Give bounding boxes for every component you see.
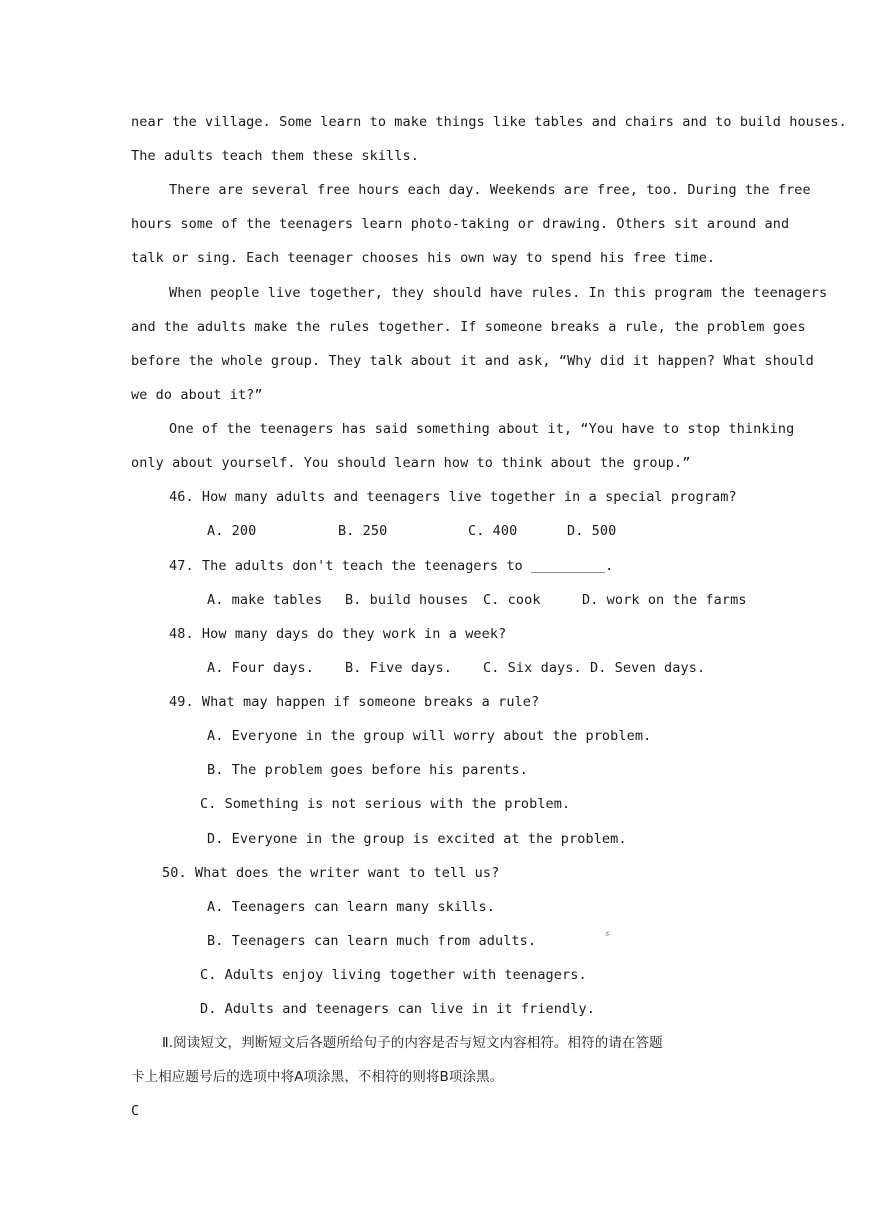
passage-line: There are several free hours each day. Weekends are free, too. During the free <box>169 182 811 198</box>
passage-line: and the adults make the rules together. If someone breaks a rule, the problem goes <box>131 319 806 335</box>
question-47-stem: 47. The adults don't teach the teenagers to _________. <box>169 558 614 574</box>
question-47-option-d: D. work on the farms <box>582 592 747 608</box>
question-48-option-d: D. Seven days. <box>590 660 706 676</box>
section-2-instructions-line-1: Ⅱ.阅读短文，判断短文后各题所给句子的内容是否与短文内容相符。相符的请在答题 <box>162 1035 663 1051</box>
question-48-option-a: A. Four days. <box>207 660 314 676</box>
passage-line: we do about it?” <box>131 387 263 403</box>
question-50-option-d: D. Adults and teenagers can live in it friendly. <box>200 1001 595 1017</box>
question-49-option-a: A. Everyone in the group will worry about the problem. <box>207 728 652 744</box>
passage-line: only about yourself. You should learn how to think about the group.” <box>131 455 691 471</box>
question-48-stem: 48. How many days do they work in a week? <box>169 626 507 642</box>
question-49-option-c: C. Something is not serious with the problem. <box>200 796 571 812</box>
passage-line: When people live together, they should have rules. In this program the teenagers <box>169 285 828 301</box>
section-heading-c: C <box>131 1103 140 1119</box>
question-50-option-c: C. Adults enjoy living together with teenagers. <box>200 967 587 983</box>
passage-line: hours some of the teenagers learn photo-taking or drawing. Others sit around and <box>131 216 790 232</box>
question-48-option-c: C. Six days. <box>483 660 582 676</box>
question-47-option-c: C. cook <box>483 592 541 608</box>
passage-line: near the village. Some learn to make things like tables and chairs and to build houses. <box>131 114 847 130</box>
stray-mark: 〞 <box>605 931 617 944</box>
question-46-stem: 46. How many adults and teenagers live together in a special program? <box>169 489 737 505</box>
question-47-option-b: B. build houses <box>345 592 469 608</box>
passage-line: talk or sing. Each teenager chooses his own way to spend his free time. <box>131 250 716 266</box>
question-49-option-d: D. Everyone in the group is excited at the problem. <box>207 831 627 847</box>
question-46-option-a: A. 200 <box>207 523 257 539</box>
section-2-instructions-line-2: 卡上相应题号后的选项中将A项涂黑，不相符的则将B项涂黑。 <box>131 1069 504 1085</box>
question-46-option-b: B. 250 <box>338 523 388 539</box>
question-50-option-a: A. Teenagers can learn many skills. <box>207 899 495 915</box>
question-47-option-a: A. make tables <box>207 592 323 608</box>
question-46-option-c: C. 400 <box>468 523 518 539</box>
passage-line: One of the teenagers has said something about it, “You have to stop thinking <box>169 421 795 437</box>
passage-line: The adults teach them these skills. <box>131 148 419 164</box>
passage-line: before the whole group. They talk about it and ask, “Why did it happen? What should <box>131 353 814 369</box>
question-50-stem: 50. What does the writer want to tell us? <box>162 865 500 881</box>
question-48-option-b: B. Five days. <box>345 660 452 676</box>
question-49-stem: 49. What may happen if someone breaks a rule? <box>169 694 540 710</box>
question-46-option-d: D. 500 <box>567 523 617 539</box>
question-50-option-b: B. Teenagers can learn much from adults. <box>207 933 537 949</box>
question-49-option-b: B. The problem goes before his parents. <box>207 762 528 778</box>
